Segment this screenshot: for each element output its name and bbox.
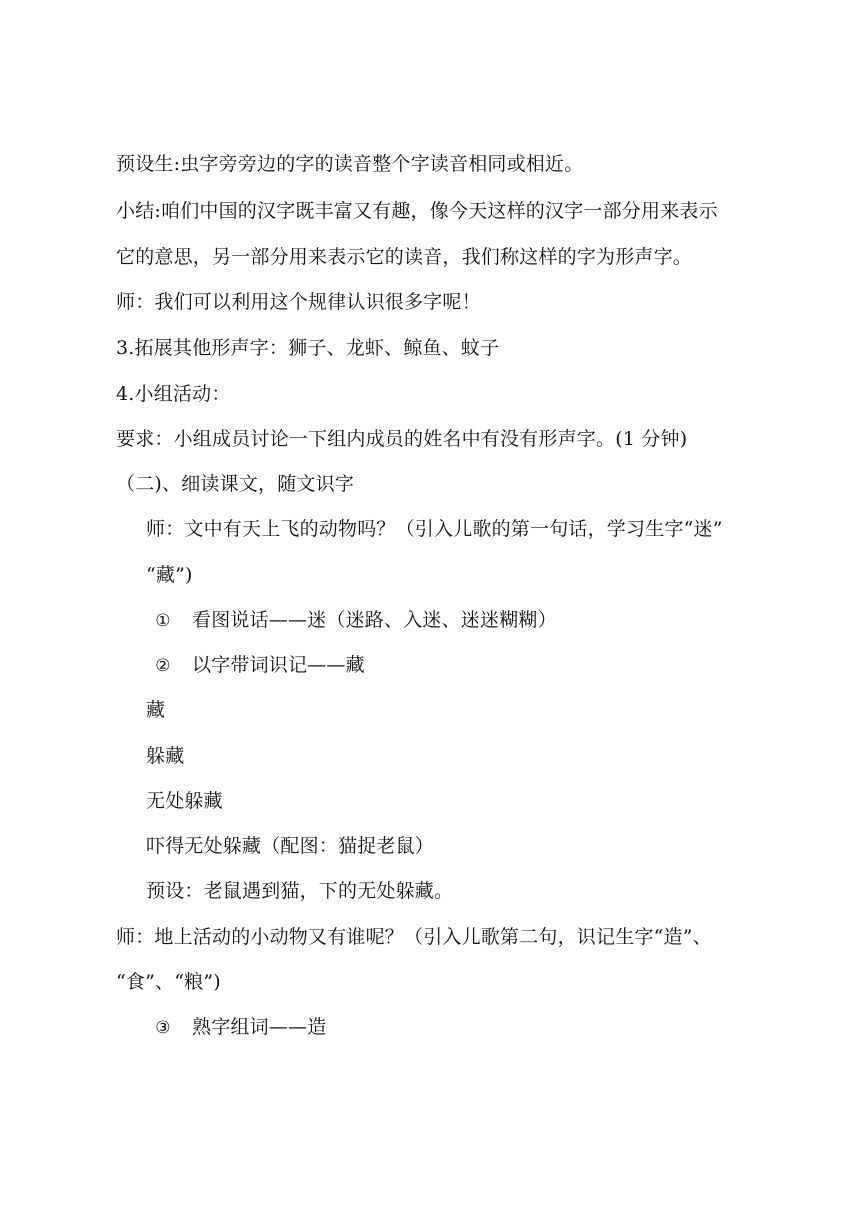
numbered-item-3-text: 熟字组词——造 [192, 1016, 327, 1038]
circled-number-1: ① [155, 611, 171, 631]
circled-number-3: ③ [155, 1018, 171, 1038]
summary-line-2: 它的意思，另一部分用来表示它的读音，我们称这样的字为形声字。 [116, 246, 693, 268]
preset-answer-line: 预设生:虫字旁旁边的字的读音整个字读音相同或相近。 [116, 153, 584, 175]
teacher-question-ground-2: “食”、“粮”) [116, 971, 221, 993]
numbered-item-2-text: 以字带词识记——藏 [192, 654, 365, 676]
numbered-item-3 [152, 1015, 326, 1040]
teacher-question-sky-1: 师：文中有天上飞的动物吗？（引入儿歌的第一句话，学习生字“迷” [146, 518, 723, 540]
word-ladder-3: 无处躲藏 [146, 790, 223, 812]
numbered-item-2 [152, 653, 365, 678]
word-ladder-1: 藏 [146, 699, 166, 721]
teacher-question-sky-2: “藏”) [146, 564, 193, 586]
teacher-line-rule: 师：我们可以利用这个规律认识很多字呢！ [116, 291, 481, 313]
numbered-item-1-text: 看图说话——迷（迷路、入迷、迷迷糊糊） [192, 609, 557, 631]
group-activity-item-4: 4.小组活动： [116, 383, 231, 405]
numbered-item-1 [152, 608, 557, 633]
extend-item-3: 3.拓展其他形声字：狮子、龙虾、鲸鱼、蚊子 [116, 337, 500, 359]
circled-number-2: ② [155, 656, 171, 676]
preset-mouse-line: 预设：老鼠遇到猫，下的无处躲藏。 [146, 880, 454, 902]
requirement-line: 要求：小组成员讨论一下组内成员的姓名中有没有形声字。(1 分钟) [116, 428, 688, 450]
section-heading-2: （二)、细读课文，随文识字 [116, 473, 355, 495]
summary-line-1: 小结:咱们中国的汉字既丰富又有趣，像今天这样的汉字一部分用来表示 [116, 200, 718, 222]
word-ladder-2: 躲藏 [146, 745, 185, 767]
word-ladder-4: 吓得无处躲藏（配图：猫捉老鼠） [146, 835, 435, 857]
teacher-question-ground-1: 师：地上活动的小动物又有谁呢？（引入儿歌第二句，识记生字“造”、 [116, 926, 712, 948]
